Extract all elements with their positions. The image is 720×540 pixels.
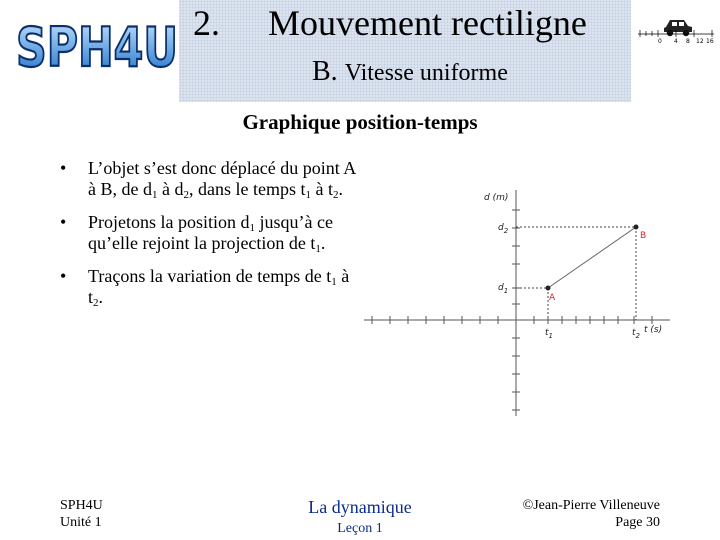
motion-segment	[548, 227, 636, 288]
bullet-item: • Projetons la position $d_1$ jusqu’à ce qu’elle rejoint la projection de $t_1$.	[60, 212, 333, 255]
bullet-list	[60, 158, 360, 320]
t2-label: $t_2$	[632, 328, 640, 340]
d2-label: $d_2$	[498, 223, 509, 235]
scale-label: 8	[686, 38, 690, 44]
point-a-label: A	[549, 293, 556, 303]
x-axis-label: t (s)	[644, 325, 663, 335]
bullet-item: • Traçons la variation de temps de $t_1$ à $t_2$.	[60, 266, 350, 309]
footer-topic-title: La dynamique	[308, 497, 412, 517]
scale-label: 16	[706, 38, 714, 44]
bullet-item: • L’objet s’est donc déplacé du point A à B, de $d_1$ à $d_2$, dans le temps $t_1$ à $t_2$.	[60, 158, 356, 201]
footer-author	[523, 497, 660, 531]
subtitle-letter: B.	[312, 56, 338, 87]
footer-author-name: ©Jean-Pierre Villeneuve	[522, 498, 660, 513]
position-time-graph	[362, 180, 682, 420]
scale-label: 4	[674, 38, 678, 44]
footer-unit: Unité 1	[60, 515, 102, 530]
t1-label: $t_1$	[545, 328, 553, 340]
title-number: 2.	[193, 3, 220, 43]
logo-text: SPH4U	[16, 16, 178, 76]
point-a	[546, 286, 551, 291]
subtitle-text: Vitesse uniforme	[344, 60, 508, 86]
point-b	[634, 225, 639, 230]
car-icon	[636, 10, 716, 44]
y-axis-label: d (m)	[484, 193, 509, 203]
footer-topic	[300, 497, 420, 537]
footer-course	[60, 497, 103, 531]
page-title: Mouvement rectiligne	[268, 3, 587, 43]
footer-page-number: Page 30	[615, 515, 660, 530]
scale-label: 0	[658, 38, 662, 44]
point-b-label: B	[640, 231, 647, 241]
footer-course-code: SPH4U	[60, 498, 103, 513]
section-heading: Graphique position-temps	[242, 110, 478, 134]
footer-lesson: Leçon 1	[337, 521, 383, 536]
scale-label: 12	[696, 38, 704, 44]
sph4u-logo	[14, 14, 182, 76]
d1-label: $d_1$	[498, 283, 509, 295]
subtitle	[312, 56, 508, 88]
